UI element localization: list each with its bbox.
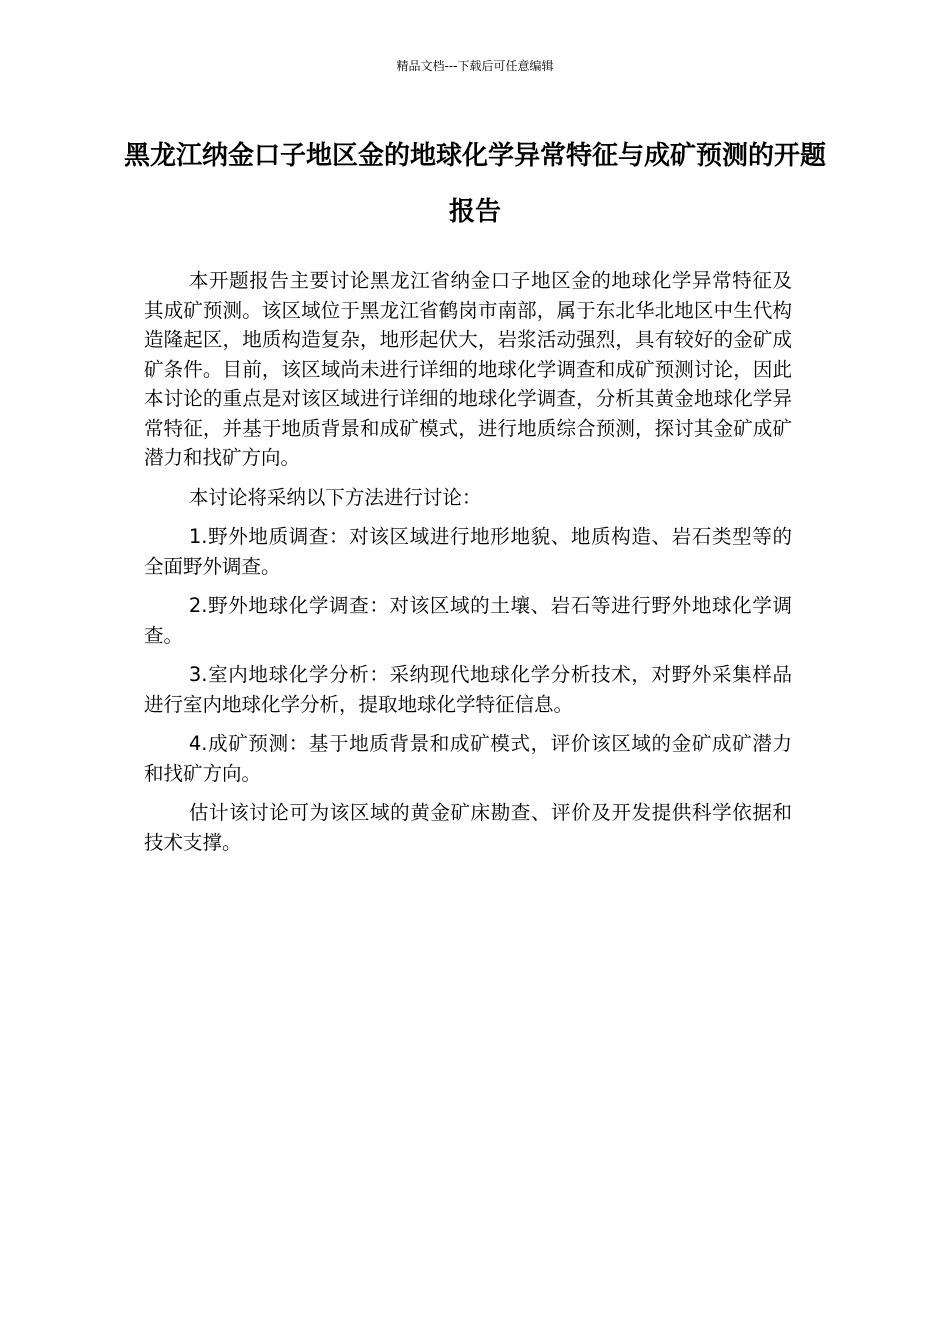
paragraph-method-4: 4.成矿预测：基于地质背景和成矿模式，评价该区域的金矿成矿潜力和找矿方向。: [144, 732, 792, 785]
paragraph-conclusion: 估计该讨论可为该区域的黄金矿床勘查、评价及开发提供科学依据和技术支撑。: [144, 801, 792, 854]
document-body: [144, 266, 792, 867]
paragraph-intro: 本开题报告主要讨论黑龙江省纳金口子地区金的地球化学异常特征及其成矿预测。该区域位于黑龙江省鹤岗市南部，属于东北华北地区中生代构造隆起区，地质构造复杂，地形起伏大，岩浆活动强烈，具有较好的金矿成矿条件。目前，该区域尚未进行详细的地球化学调查和成矿预测讨论，因此本讨论的重点是对该区域进行详细的地球化学调查，分析其黄金地球化学异常特征，并基于地质背景和成矿模式，进行地质综合预测，探讨其金矿成矿潜力和找矿方向。: [144, 269, 792, 469]
header-note: 精品文档---下载后可任意编辑: [396, 59, 554, 73]
paragraph-methods-intro: 本讨论将采纳以下方法进行讨论：: [188, 485, 482, 509]
paragraph-method-3: 3.室内地球化学分析：采纳现代地球化学分析技术，对野外采集样品进行室内地球化学分析，提取地球化学特征信息。: [144, 663, 792, 716]
paragraph-method-2: 2.野外地球化学调查：对该区域的土壤、岩石等进行野外地球化学调查。: [144, 594, 792, 647]
paragraph-method-1: 1.野外地质调查：对该区域进行地形地貌、地质构造、岩石类型等的全面野外调查。: [144, 525, 792, 578]
document-title: 黑龙江纳金口子地区金的地球化学异常特征与成矿预测的开题报告: [123, 141, 826, 227]
